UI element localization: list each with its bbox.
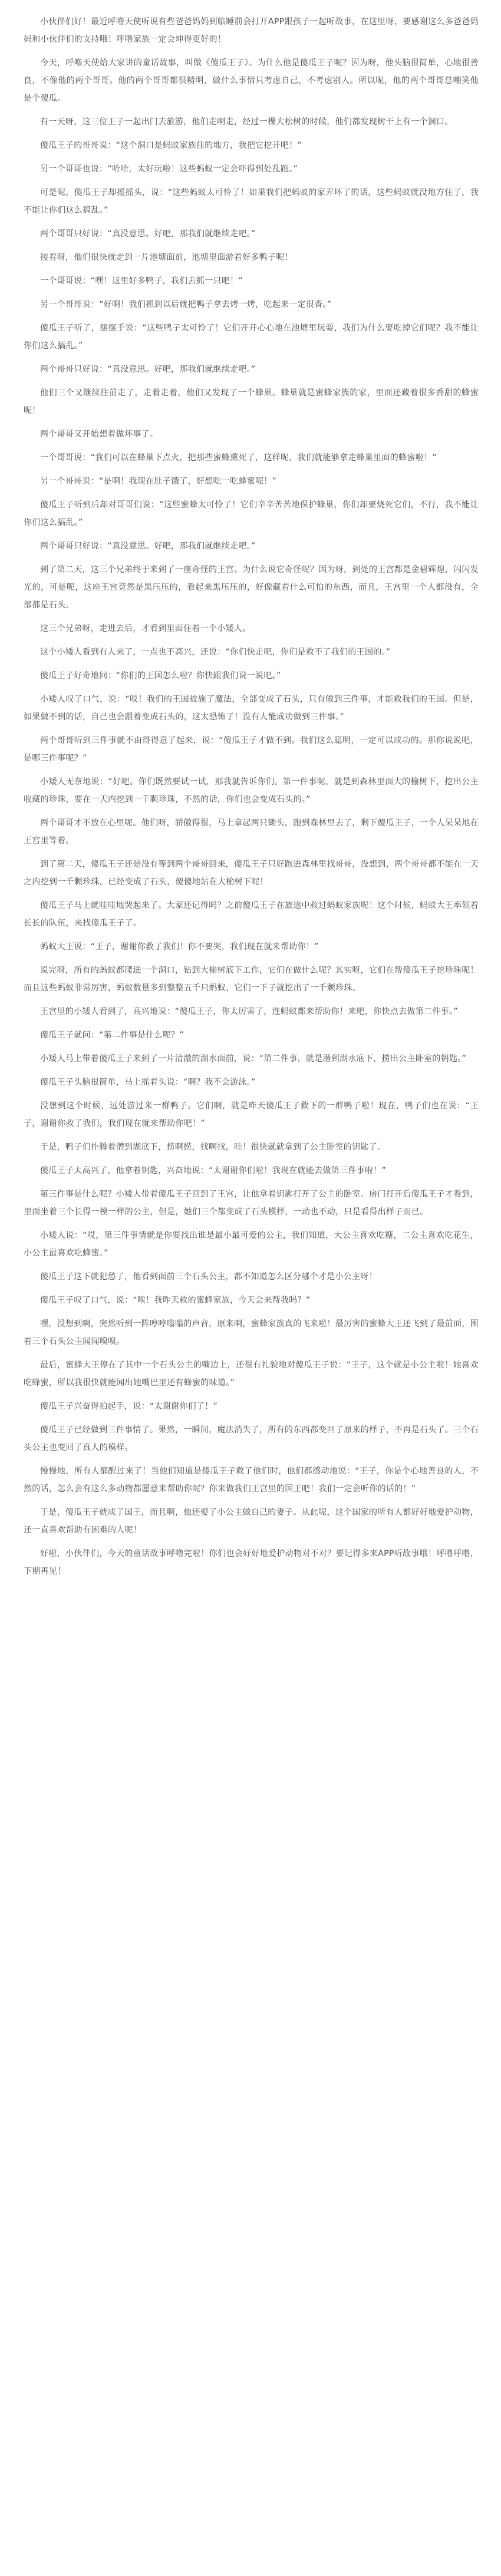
paragraph: 另一个哥哥说：“好啊！我们抓到以后就把鸭子拿去烤一烤，吃起来一定很香。”	[40, 300, 332, 309]
paragraph: 到了第二天，傻瓜王子还是没有等到两个哥哥回来，傻瓜王子只好跑进森林里找哥哥，没想到，两个哥哥都不能在一天之内挖到一千颗珍珠，已经变成了石头，傻傻地站在大榆树下呢！	[24, 860, 479, 887]
story-text	[24, 13, 479, 1580]
paragraph: 小矮人马上带着傻瓜王子来到了一片清澈的湖水面前，说：“第二件事，就是潜到湖水底下，捞出公主卧室的钥匙。”	[40, 1054, 467, 1064]
paragraph: 两个哥哥才不放在心里呢。他们呀，骄傲得很，马上拿起两只锄头，跑到森林里去了，剩下傻瓜王子，一个人呆呆地在王宫里等着。	[24, 818, 479, 846]
paragraph-intro: 小伙伴们好！最近呼噜天使听说有些爸爸妈妈到临睡前会打开APP跟孩子一起听故事，在这里呀，要感谢这么多爸爸妈妈和小伙伴们的支持哦！呼噜家族一定会坤得更好的！	[24, 17, 479, 44]
paragraph: 可是呢，傻瓜王子却摇摇头，说：“这些蚂蚁太可怜了！如果我们把蚂蚁的家弄坏了的话，这些蚂蚁就没地方住了，我不能让你们这么搞乱。”	[24, 188, 479, 215]
paragraph-outro: 好啦，小伙伴们，今天的童话故事呼噜完啦！你们也会好好地爱护动物对不对？要记得多来APP听故事哦！呼噜呼噜，下期再见！	[24, 1549, 479, 1576]
paragraph: 小矮人说：“哎，第三件事情就是你要找出谁是最小最可爱的公主，我们知道，大公主喜欢吃糖，二公主喜欢吃花生，小公主最喜欢吃蜂蜜。”	[24, 1231, 479, 1258]
paragraph: 傻瓜王子就问：“第二件事是什么呢？”	[40, 1031, 184, 1040]
paragraph: 这个小矮人看到有人来了，一点也不高兴，还说：“你们快走吧，你们是救不了我们的王国的。”	[40, 648, 391, 657]
paragraph: 说完呀，所有的蚂蚁都爬进一个洞口，钻到大榆树底下工作，它们在做什么呢？其实呀，它们在帮傻瓜王子挖珍珠呢！而且这些蚂蚁非常厉害，蚂蚁数量多到整整五千只蚂蚁，它们一下子就挖出了一千颗珍珠。	[24, 966, 479, 993]
paragraph-title-intro: 今天，呼噜天使给大家讲的童话故事，叫做《傻瓜王子》。为什么他是傻瓜王子呢？因为呀，他头脑很简单，心地很善良，不像他的两个哥哥。他的两个哥哥都很精明，做什么事情只考虑自己，不考虑别人。所以呢，他的两个哥哥总嘲笑他是个傻瓜。	[24, 58, 479, 103]
paragraph: 到了第二天，这三个兄弟终于来到了一座奇怪的王宫。为什么说它奇怪呢？因为呀，到处的王宫都是金碧辉煌，闪闪发光的，可是呢，这座王宫竟然是黑压压的，看起来黑压压的，好像藏着什么可怕的东西，而且，王宫里一个人都没有，全部都是石头。	[24, 565, 479, 610]
paragraph: 另一个哥哥说：“是啊！我现在肚子饿了，好想吃一吃蜂蜜呢！”	[40, 477, 277, 486]
paragraph: 傻瓜王子的哥哥说：“这个洞口是蚂蚁家族住的地方，我把它挖开吧！”	[40, 141, 302, 150]
paragraph: 傻瓜王子听了，摆摆手说：“这些鸭子太可怜了！它们开开心心地在池塘里玩耍，我们为什么要吃掉它们呢？我不能让你们这么搞乱。”	[24, 323, 479, 351]
paragraph: 傻瓜王子已经做到三件事情了。果然，一瞬间，魔法消失了，所有的东西都变回了原来的样子，不再是石头了。三个石头公主也变回了真人的模样。	[24, 1425, 479, 1452]
paragraph: 傻瓜王子头脑很简单，马上摇着头说：“啊？我不会游泳。”	[40, 1078, 256, 1087]
paragraph: 嘿，没想到啊，突然听到一阵哼哼嗡嗡的声音，原来啊，蜜蜂家族真的飞来啦！最厉害的蜜蜂大王还飞到了最前面，围着三个石头公主闻闻嗅嗅。	[24, 1319, 479, 1346]
paragraph: 蚂蚁大王说：“王子，谢谢你救了我们！你不要哭，我们现在就来帮助你！”	[40, 942, 319, 952]
paragraph: 傻瓜王子这下就犯愁了，他看到面前三个石头公主，都不知道怎么区分哪个才是小公主呀！	[40, 1272, 377, 1282]
paragraph: 小矮人无奈地说：“好吧。你们既然要试一试，那我就告诉你们。第一件事呢，就是到森林里面大的榆树下，挖出公主收藏的珍珠，要在一天内挖到一千颗珍珠，不然的话，你们也会变成石头的。”	[24, 777, 479, 804]
paragraph: 傻瓜王子听到后却对哥哥们说：“这些蜜蜂太可怜了！它们辛辛苦苦地保护蜂巢，你们却要烧死它们，不行，我不能让你们这么搞乱。”	[24, 500, 479, 527]
paragraph: 他们三个又继续往前走了，走着走着，他们又发现了一个蜂巢。蜂巢就是蜜蜂家族的家，里面还藏着很多香甜的蜂蜜呢！	[24, 388, 479, 415]
paragraph: 两个哥哥只好说：“真没意思。好吧，那我们就继续走吧。”	[40, 229, 256, 239]
paragraph: 接着呀，他们很快就走到一片池塘面前，池塘里面游着好多鸭子呢！	[40, 253, 293, 262]
paragraph: 于是，傻瓜王子就成了国王，而且啊，他还娶了小公主做自己的妻子。从此呢，这个国家的所有人都好好地爱护动物，还一直喜欢帮助有困难的人呢！	[24, 1508, 479, 1535]
paragraph: 一个哥哥说：“我们可以在蜂巢下点火，把那些蜜蜂熏死了，这样呢，我们就能够拿走蜂巢里面的蜂蜜啦！”	[40, 453, 437, 463]
paragraph: 第三件事是什么呢？小矮人带着傻瓜王子回到了王宫，让他拿着钥匙打开了公主的卧室。房门打开后傻瓜王子才看到，里面坐着三个长得一模一样的公主，但是，她们三个都变成了石头模样，一动也不动，只是看得出样子而已。	[24, 1190, 479, 1217]
paragraph: 傻瓜王子兴奋得拍起手，说：“太谢谢你们了！”	[40, 1402, 218, 1411]
paragraph: 傻瓜王子叹了口气，说：“唉！我昨天救的蜜蜂家族，今天会来帮我吗？”	[40, 1296, 311, 1305]
paragraph: 最后，蜜蜂大王停在了其中一个石头公主的嘴边上，还很有礼貌地对傻瓜王子说：“王子，这个就是小公主啦！她喜欢吃蜂蜜，所以我很快就能闻出她嘴巴里还有蜂蜜的味道。”	[24, 1360, 479, 1388]
paragraph: 傻瓜王子马上就哇哇地哭起来了。大家还记得吗？之前傻瓜王子在旅途中救过蚂蚁家族呢！这个时候，蚂蚁大王率领着长长的队伍，来找傻瓜王子了。	[24, 901, 479, 928]
paragraph: 两个哥哥只好说：“真没意思。好吧，那我们就继续走吧。”	[40, 365, 256, 374]
paragraph: 这三个兄弟呀，走进去后，才看到里面住着一个小矮人。	[40, 624, 251, 633]
paragraph: 傻瓜王子太高兴了，他拿着钥匙，兴奋地说：“太谢谢你们啦！我现在就能去做第三件事啦！”	[40, 1166, 387, 1175]
paragraph: 王宫里的小矮人看到了，高兴地说：“傻瓜王子，你太厉害了，连蚂蚁都来帮助你！来吧，你快点去做第二件事。”	[40, 1007, 458, 1016]
paragraph: 两个哥哥只好说：“真没意思。好吧，那我们就继续走吧。”	[40, 541, 256, 551]
paragraph: 傻瓜王子好奇地问：“你们的王国怎么啦？你快跟我们说一说吧。”	[40, 671, 281, 681]
paragraph: 于是，鸭子们扑腾着潜到湖底下，捞啊捞，找啊找，哇！很快就就拿到了公主卧室的钥匙了。	[40, 1142, 386, 1152]
paragraph: 小矮人叹了口气，说：“哎！我们的王国被施了魔法，全部变成了石头，只有做到三件事，才能救我们的王国。但是，如果做不到的话，自己也会跟着变成石头的，这太恐怖了！没有人能成功做到三件事。”	[24, 695, 479, 722]
paragraph: 两个哥哥又开始想着做坏事了。	[40, 430, 159, 439]
paragraph: 两个哥哥听到三件事就不由得得意了起来，说：“傻瓜王子才做不到。我们这么聪明，一定可以成功的。那你说说吧，是哪三件事呢？”	[24, 736, 479, 763]
paragraph: 没想到这个时候，远处游过来一群鸭子。它们啊，就是昨天傻瓜王子救下的一群鸭子啦！现在，鸭子们也在说：“王子，谢谢你救了我们，我们现在就来帮助你吧！”	[24, 1101, 479, 1128]
paragraph: 一个哥哥说：“嘿！这里好多鸭子，我们去抓一只吧！”	[40, 276, 243, 286]
paragraph: 另一个哥哥也说：“哈哈，太好玩啦！这些蚂蚁一定会吓得到处乱跑。”	[40, 164, 298, 174]
paragraph: 有一天呀，这三位王子一起出门去旅游，他们走啊走，经过一棵大松树的时候，他们都发现树干上有一个洞口。	[40, 117, 453, 127]
paragraph: 慢慢地，所有人都醒过来了！当他们知道是傻瓜王子救了他们时，他们都感动地说：“王子，你是个心地善良的人，不然的话，怎么会有这么多动物都愿意来帮助你呢？你来做我们王宫里的国王吧！我们一定会听你的话的！”	[24, 1467, 479, 1494]
